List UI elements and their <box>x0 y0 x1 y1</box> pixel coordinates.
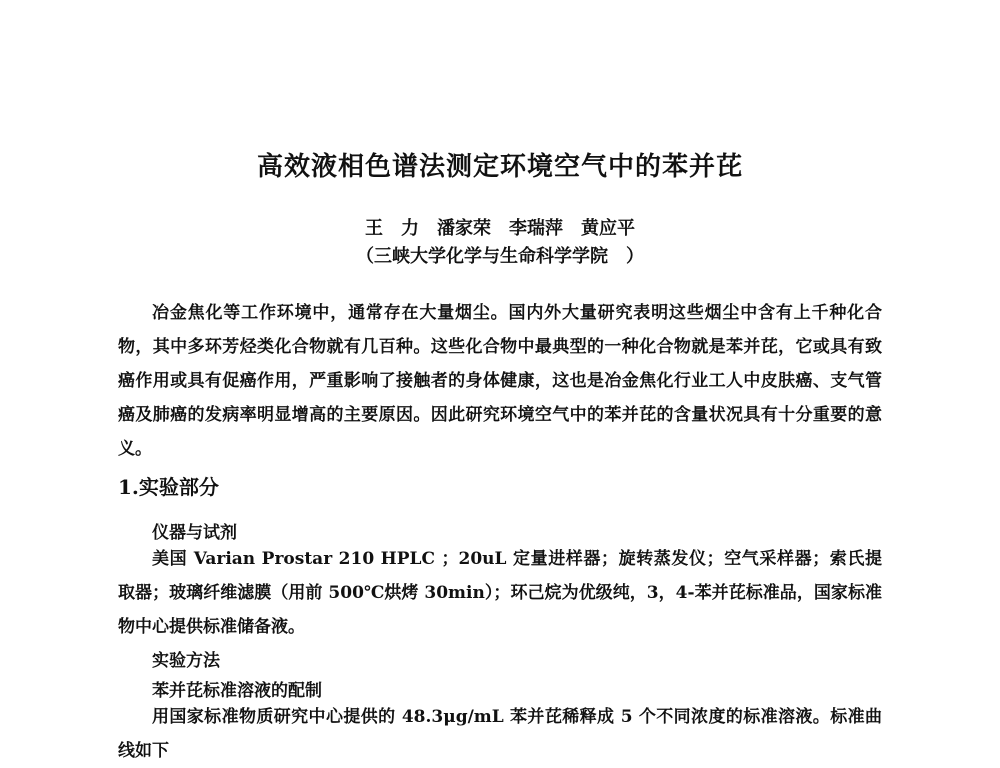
subheading-method: 实验方法 <box>152 651 220 671</box>
author-affiliation: （三峡大学化学与生命科学学院 ） <box>356 246 644 267</box>
section-heading-experimental: 1.实验部分 <box>118 475 219 499</box>
intro-paragraph: 冶金焦化等工作环境中，通常存在大量烟尘。国内外大量研究表明这些烟尘中含有上千种化合物，其中多环芳烃类化合物就有几百种。这些化合物中最典型的一种化合物就是苯并芘，它或具有致癌作用或具有促癌作用，严重影响了接触者的身体健康，这也是冶金焦化行业工人中皮肤癌、支气管癌及肺癌的发病率明显增高的主要原因。因此研究环境空气中的苯并芘的含量状况具有十分重要的意义。 <box>118 303 882 459</box>
standard-prep-paragraph: 用国家标准物质研究中心提供的 48.3μg/mL 苯并芘稀释成 5 个不同浓度的标准溶液。标准曲线如下 <box>118 707 882 761</box>
instruments-paragraph: 美国 Varian Prostar 210 HPLC ；20uL 定量进样器；旋转蒸发仪；空气采样器；索氏提取器；玻璃纤维滤膜（用前 500℃烘烤 30min）；环己烷为优级纯，3，4-苯并芘标准品，国家标准物中心提供标准储备液。 <box>118 549 882 637</box>
author-list: 王 力 潘家荣 李瑞萍 黄应平 <box>365 218 635 239</box>
paper-title: 高效液相色谱法测定环境空气中的苯并芘 <box>256 152 743 182</box>
subheading-standard-prep: 苯并芘标准溶液的配制 <box>152 681 322 701</box>
subheading-instruments: 仪器与试剂 <box>152 523 237 543</box>
